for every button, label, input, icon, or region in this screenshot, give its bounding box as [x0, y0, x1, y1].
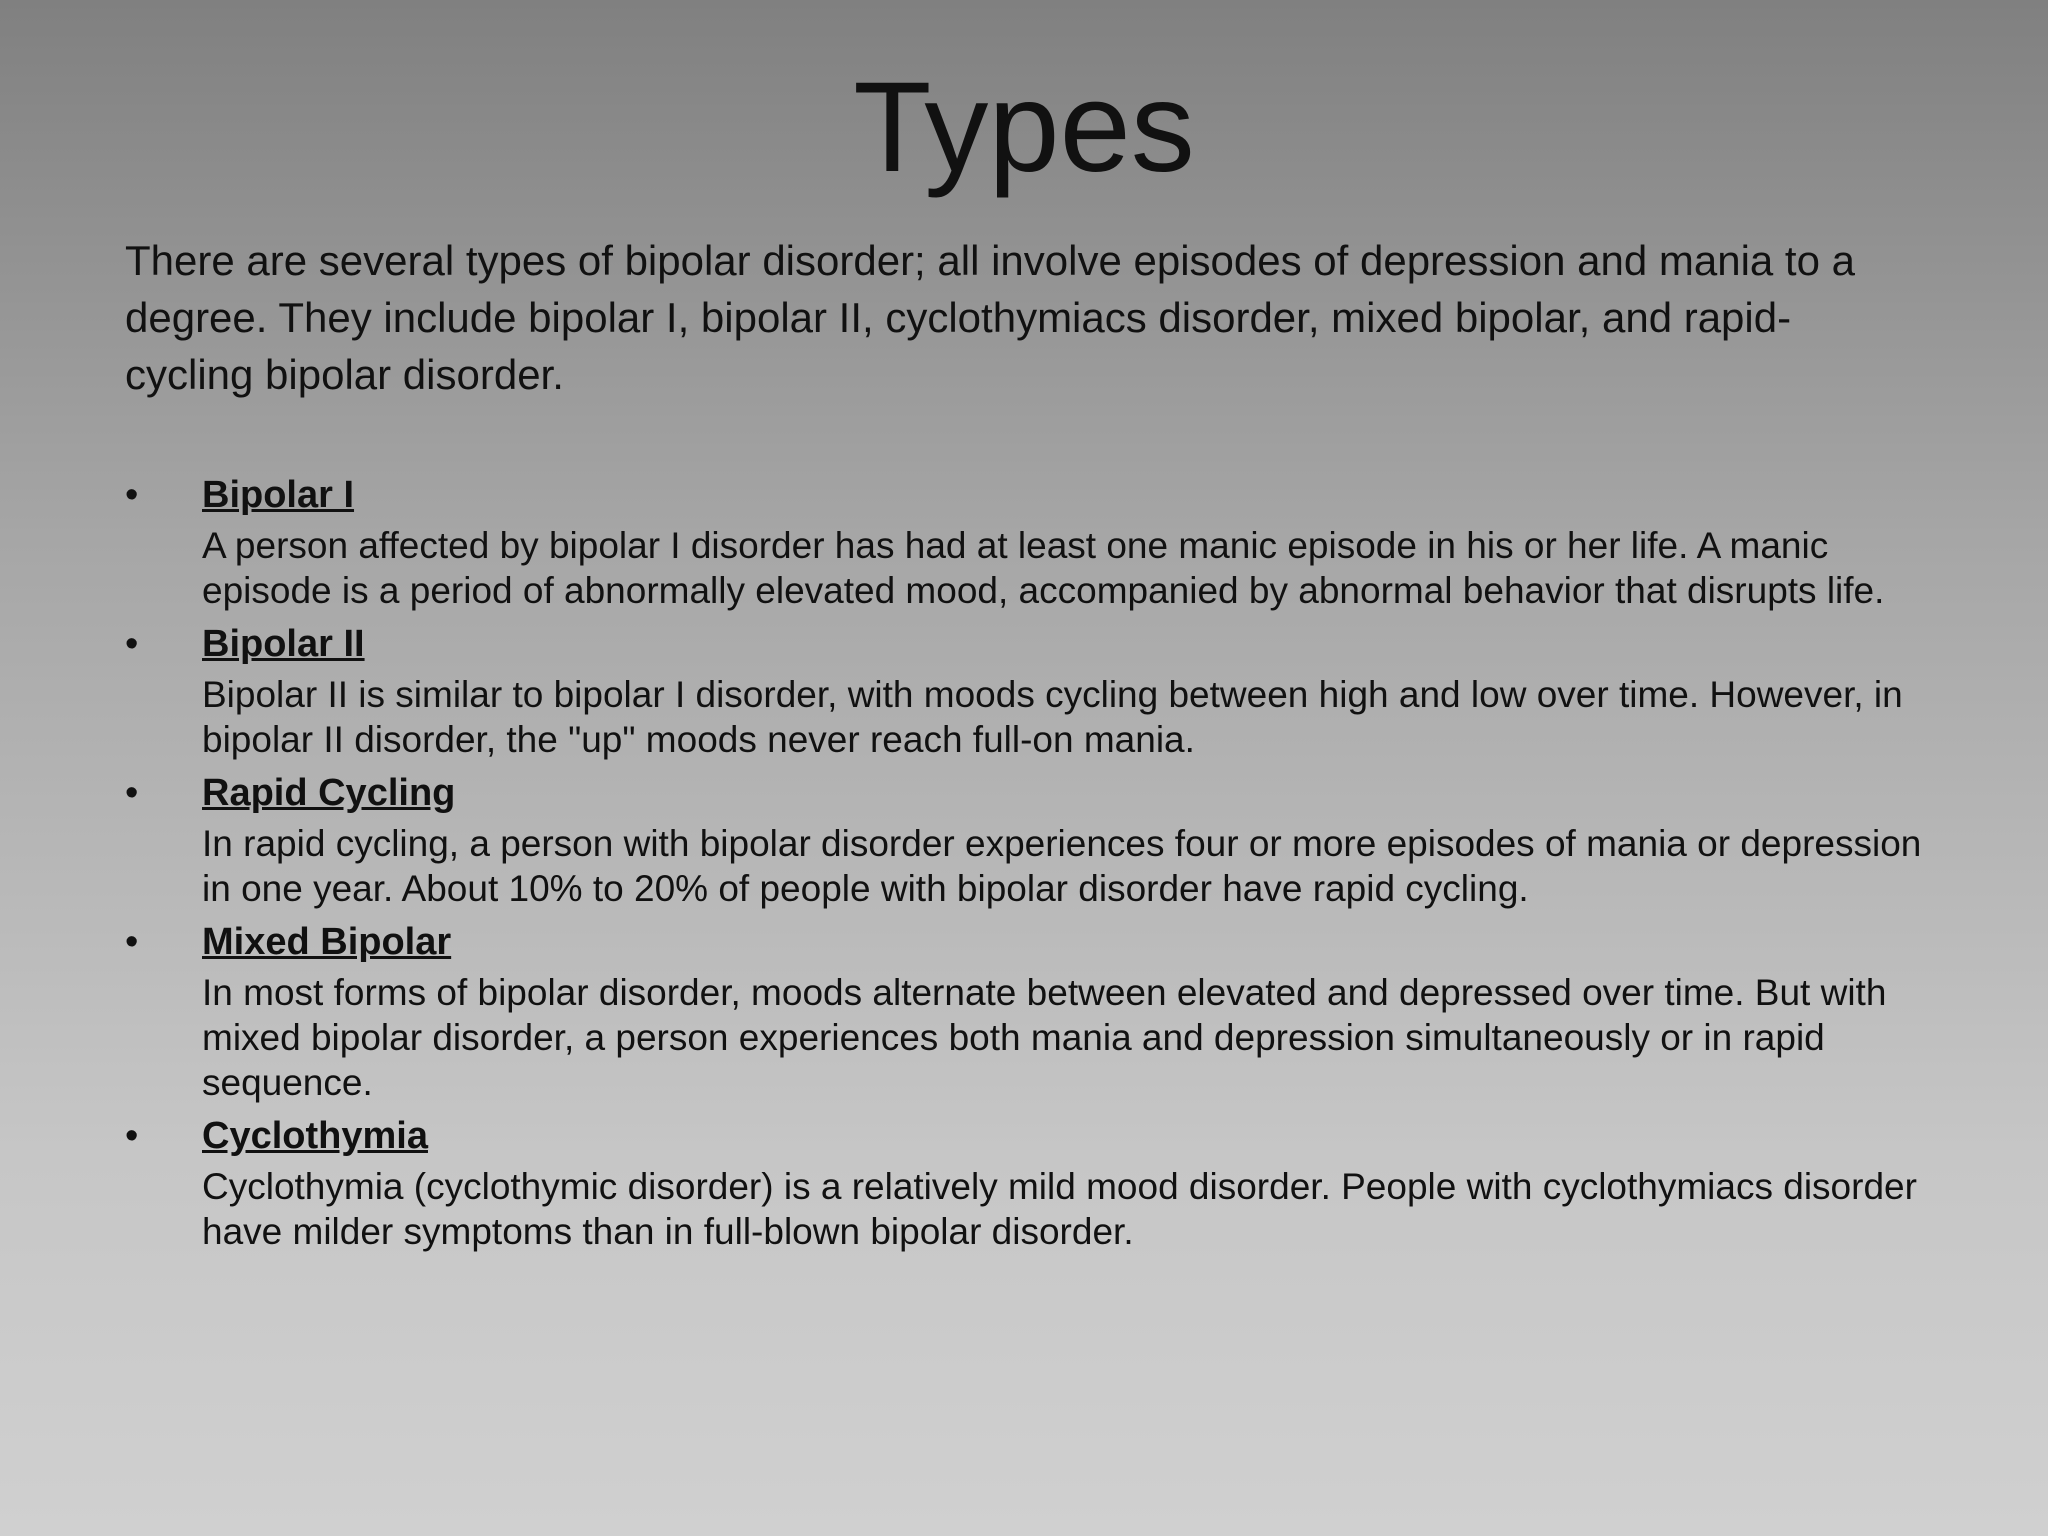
type-heading: Cyclothymia — [202, 1115, 428, 1157]
type-heading: Rapid Cycling — [202, 772, 456, 814]
type-heading: Bipolar II — [202, 623, 365, 665]
type-description: In most forms of bipolar disorder, moods alternate between elevated and depressed over time. But with mixed bipolar disorder, a person experiences both mania and depression simultaneously or in rapid sequence. — [202, 972, 1887, 1103]
type-heading: Mixed Bipolar — [202, 921, 452, 963]
bullet-icon: • — [125, 474, 139, 516]
type-description: A person affected by bipolar I disorder has had at least one manic episode in his or her life. A manic episode is a period of abnormally elevated mood, accompanied by abnormal behavior that disrupts life. — [202, 525, 1885, 611]
list-item — [125, 768, 1935, 911]
list-item — [125, 1111, 1935, 1254]
slide-title: Types — [853, 56, 1195, 199]
types-list — [125, 470, 1935, 1260]
type-description: In rapid cycling, a person with bipolar disorder experiences four or more episodes of mania or depression in one year. About 10% to 20% of people with bipolar disorder have rapid cycling. — [202, 823, 1922, 909]
list-item — [125, 917, 1935, 1105]
intro-paragraph: There are several types of bipolar disorder; all involve episodes of depression and mania to a degree. They include bipolar I, bipolar II, cyclothymiacs disorder, mixed bipolar, and rapid-cycling bipolar disorder. — [125, 237, 1855, 398]
list-item — [125, 470, 1935, 613]
list-item — [125, 619, 1935, 762]
type-heading: Bipolar I — [202, 474, 355, 516]
bullet-icon: • — [125, 772, 139, 814]
bullet-icon: • — [125, 623, 139, 665]
type-description: Bipolar II is similar to bipolar I disorder, with moods cycling between high and low over time. However, in bipolar II disorder, the "up" moods never reach full-on mania. — [202, 674, 1903, 760]
bullet-icon: • — [125, 1115, 139, 1157]
bullet-icon: • — [125, 921, 139, 963]
type-description: Cyclothymia (cyclothymic disorder) is a relatively mild mood disorder. People with cyclothymiacs disorder have milder symptoms than in full-blown bipolar disorder. — [202, 1166, 1917, 1252]
